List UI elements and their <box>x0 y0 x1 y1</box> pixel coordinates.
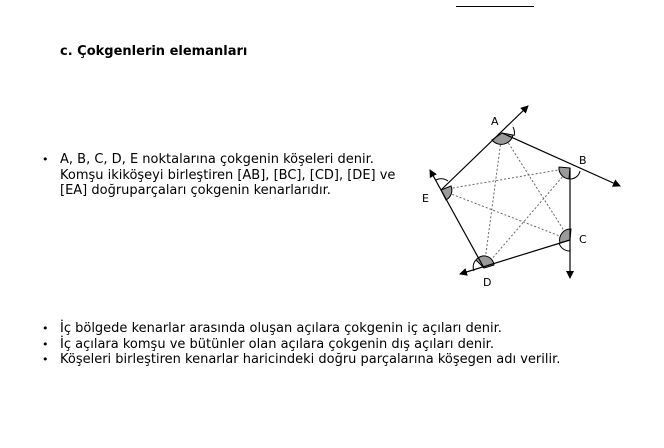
diagonals <box>441 133 570 268</box>
angle-marks <box>441 133 571 268</box>
exterior-arc-b <box>570 171 580 179</box>
exterior-arcs <box>436 127 580 271</box>
angle-a <box>492 133 513 144</box>
side-de <box>430 170 484 268</box>
intro-list <box>36 152 416 199</box>
vertex-label-b: B <box>579 154 587 167</box>
diagonal-ad <box>484 133 502 268</box>
vertex-label-d: D <box>483 276 492 289</box>
polygon-diagram <box>412 98 632 290</box>
vertex-label-e: E <box>422 192 429 205</box>
side-cd <box>460 240 570 274</box>
side-ea <box>441 106 528 190</box>
definition-bullet-exterior: • İç açılara komşu ve bütünler olan açılara çokgenin dış açıları denir. <box>36 337 656 353</box>
diagonal-ac <box>502 133 570 240</box>
exterior-arc-c <box>559 243 570 251</box>
section-heading: c. Çokgenlerin elemanları <box>60 44 248 59</box>
intro-bullet: • A, B, C, D, E noktalarına çokgenin köşeleri denir. Komşu ikiköşeyi birleştiren [AB], [BC], [CD], [DE] ve [EA] doğruparçaları çokgenin kenarlarıdır. <box>36 152 416 199</box>
vertex-label-a: A <box>491 115 499 128</box>
definition-bullet-interior: • İç bölgede kenarlar arasında oluşan açılara çokgenin iç açıları denir. <box>36 321 656 337</box>
vertex-label-c: C <box>579 233 587 246</box>
diagonal-ec <box>441 190 570 240</box>
top-rule <box>456 6 534 7</box>
exterior-arc-e <box>436 179 448 181</box>
definitions-list <box>36 321 656 368</box>
polygon-sides <box>430 106 620 278</box>
definition-bullet-diagonal: • Köşeleri birleştiren kenarlar haricindeki doğru parçalarına köşegen adı verilir. <box>36 352 656 368</box>
angle-b <box>559 167 570 179</box>
